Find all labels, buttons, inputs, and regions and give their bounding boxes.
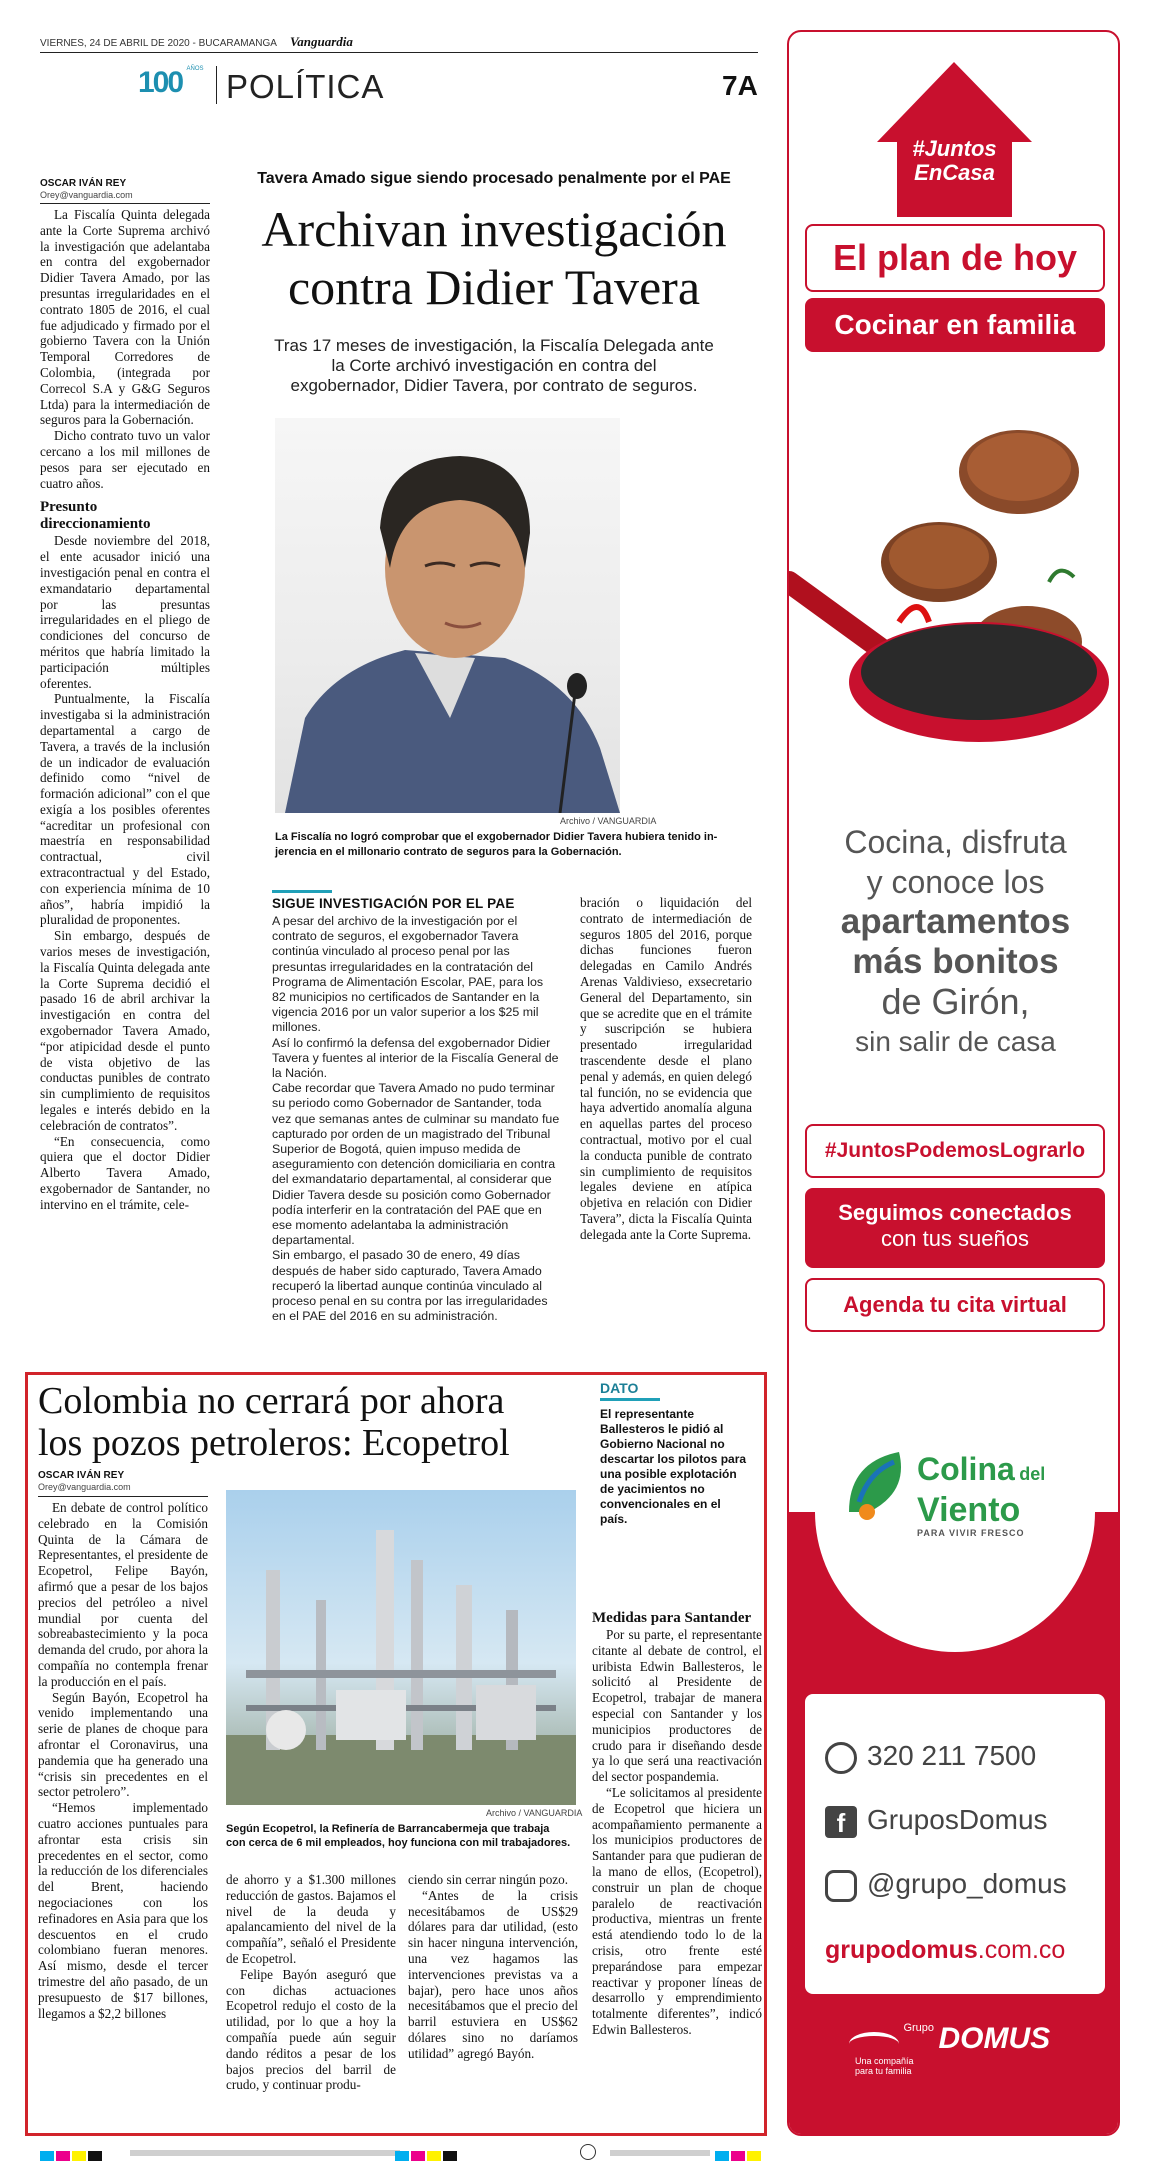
ad-copy-line: Cocina, disfruta (844, 824, 1067, 860)
pan-illustration (789, 382, 1120, 762)
refinery-photo-credit: Archivo / VANGUARDIA (486, 1808, 583, 1818)
header-rule (40, 52, 758, 53)
dato-label: DATO (600, 1380, 639, 1396)
masthead-small: Vanguardia (290, 34, 353, 49)
pae-paragraph: Así lo confirmó la defensa del exgobernador Didier Tavera y fuentes al interior de la Fiscalía General de la Nación. (272, 1035, 559, 1081)
dato-box (600, 1380, 750, 1527)
ecopetrol-col3 (408, 1872, 578, 2130)
ad-copy-line: apartamentos (840, 902, 1071, 941)
agenda-box (805, 1278, 1105, 1332)
refinery-caption: Según Ecopetrol, la Refinería de Barrancabermeja que trabaja con cerca de 6 mil empleados, hoy funciona con mil trabajadores. (226, 1823, 571, 1849)
website-domain: grupodomus (825, 1936, 978, 1964)
logo-tagline-line: para tu familia (855, 2066, 912, 2076)
facebook-icon: f (825, 1806, 857, 1838)
left-paragraph: Desde noviembre del 2018, el ente acusador inició una investigación penal en contra el exmandatario departamental por las presuntas irregularidades en el pliego de condiciones del concurso de méritos que habría limitado la participación múltiples oferentes. (40, 533, 210, 691)
color-bar-right (715, 2148, 763, 2166)
pae-box-accent (272, 890, 332, 893)
caption-line: La Fiscalía no logró comprobar que el exgobernador Didier Tavera hubiera tenido in- (275, 831, 718, 843)
logo-swoosh-icon (849, 2032, 899, 2056)
left-paragraph: Sin embargo, después de varios meses de investigación, la Fiscalía Quinta delegada ante la Corte Suprema decidió el pasado 16 de abril archivar la investigación en contra del exgobernador Tavera Amado, “por atipicidad desde el punto de vista objetivo de las conductas punibles de contrato sin cumplimiento de requisitos legales e interés debido en la celebración de contratos”. (40, 928, 210, 1133)
portrait-photo (275, 418, 620, 813)
pae-paragraph: Cabe recordar que Tavera Amado no pudo terminar su periodo como Gobernador de Santander, toda vez que semanas antes de culminar su mandato fue capturado por orden de un magistrado del Tribunal Superior de Bogotá, quien impuso medida de aseguramiento con detención domiciliaria en contra del exmandatario departamental, al considerar que Didier Tavera desde su posición como Gobernador podía interferir en la contratación del PAE que en ese momento adelantaba la administración departamental. (272, 1081, 560, 1248)
domus-ad (787, 30, 1120, 2136)
left-paragraph: “En consecuencia, como quiera que el doctor Didier Alberto Tavera Amado, exgobernador de Santander, no intervino en el trámite, cele- (40, 1133, 210, 1212)
left-paragraph: Puntualmente, la Fiscalía investigaba si la administración departamental a cargo de Tavera, a través de la inclusión de un indicador de evaluación definido como “nivel de formación adicional” con el que exigía a los posibles oferentes “acreditar un profesional con maestría en responsabilidad contractual, civil extracontractual y del Estado, con experiencia mínima de 10 años”, habría impidió la pluralidad de proponentes. (40, 691, 210, 928)
ad-copy-line: y conoce los (866, 864, 1045, 900)
byline-name: OSCAR IVÁN REY (40, 178, 127, 189)
ad-copy (789, 822, 1120, 1062)
brand-colina: Colina (917, 1451, 1015, 1487)
whatsapp-icon (825, 1742, 857, 1774)
kicker: Tavera Amado sigue siendo procesado penalmente por el PAE (257, 170, 731, 187)
contact-panel (805, 1694, 1105, 1994)
ecopetrol-headline (38, 1380, 598, 1464)
left-paragraph: Dicho contrato tuvo un valor cercano a los mil millones de pesos para ser ejecutado en cuatro años. (40, 428, 210, 491)
brand-tagline: PARA VIVIR FRESCO (917, 1528, 1025, 1538)
byline-email: Orey@vanguardia.com (40, 190, 133, 200)
byline-rule (40, 203, 210, 204)
ecopetrol-byline-email: Orey@vanguardia.com (38, 1482, 131, 1492)
pae-box (272, 890, 560, 1340)
pae-box-body (272, 914, 560, 1324)
left-column (40, 207, 210, 1337)
ecopetrol-paragraph: “Antes de la crisis necesitábamos de US$29 dólares para dar utilidad, (esto sin hacer ninguna intervención, una vez hagamos las intervenciones previstas va a bajar), pero hace unos años necesitábamos que el precio del barril estuviera en US$62 dólares sino no daríamos utilidad” agregó Bayón. (408, 1887, 578, 2061)
deck-line: exgobernador, Didier Tavera, por contrato de seguros. (290, 376, 698, 395)
website-suffix: .com.co (977, 1936, 1066, 1964)
ad-copy-line: más bonitos (852, 942, 1059, 981)
section-title: POLÍTICA (226, 68, 385, 105)
right-column (580, 895, 752, 1335)
cook-text: Cocinar en familia (834, 309, 1076, 340)
pae-box-title: SIGUE INVESTIGACIÓN POR EL PAE (272, 896, 515, 911)
headline-line: los pozos petroleros: Ecopetrol (38, 1422, 510, 1464)
subhead-direccionamiento: Presunto direccionamiento (40, 499, 151, 533)
house-tag-line: EnCasa (914, 160, 995, 185)
instagram-icon (825, 1870, 857, 1902)
print-gray-bar (610, 2150, 710, 2156)
dato-text: El representante Ballesteros le pidió al Gobierno Nacional no descartar los pilotos para una posible explotación de yacimientos no convencionales en el país. (600, 1407, 747, 1526)
ecopetrol-paragraph: Según Bayón, Ecopetrol ha venido implementando una serie de planes de choque para afrontar el Coronavirus, una pandemia que ha generado una “crisis sin precedentes en el sector petrolero”. (38, 1689, 208, 1800)
ad-copy-line: sin salir de casa (855, 1026, 1056, 1057)
ecopetrol-paragraph: En debate de control político celebrado en la Comisión Quinta de la Cámara de Representantes, el presidente de Ecopetrol, Felipe Bayón, afirmó que a pesar de los bajos precios del petróleo a nivel mundial por cuenta del sobreabastecimiento y la poca demanda del crudo, por ahora la compañía no contempla frenar la producción en el país. (38, 1500, 208, 1689)
dateline: VIERNES, 24 DE ABRIL DE 2020 - BUCARAMANGA (40, 38, 277, 49)
website (825, 1936, 1065, 1965)
phone-number: 320 211 7500 (867, 1740, 1037, 1771)
dato-rule (600, 1398, 660, 1401)
instagram-row (825, 1868, 1067, 1902)
hashtag-text: #JuntosPodemosLograrlo (824, 1139, 1086, 1162)
ecopetrol-paragraph: de ahorro y a $1.300 millones reducción de gastos. Bajamos el nivel de la deuda y apalancamiento del nivel de la compañía”, señaló el Presidente de Ecopetrol. (226, 1872, 396, 1966)
domus-logo (849, 2022, 1118, 2076)
deck (240, 336, 748, 396)
color-bar-left (40, 2148, 104, 2166)
ecopetrol-byline-name: OSCAR IVÁN REY (38, 1470, 125, 1481)
anniversary-number: 100 (138, 66, 183, 99)
house-tag-line: #Juntos (912, 136, 997, 161)
logo-domus: DOMUS (938, 2022, 1051, 2055)
refinery-photo (226, 1490, 576, 1805)
ecopetrol-col4 (592, 1610, 762, 2130)
ecopetrol-col1 (38, 1500, 208, 2130)
right-paragraph: bración o liquidación del contrato de intermediación de seguros 1805 del 2016, porque dichas funciones fueron delegadas en Camilo Andrés Arenas Valdivieso, exsecretario General del Departamento, sin que se acredite que en el trámite y suscripción se hubiera presentado irregularidad trascendente desde el plano penal y además, en quien delegó tal función, no se evidencia que haya advertido anomalía alguna en aquellas partes del proceso contractual, motivo por el cual la conducta punible de contrato sin cumplimiento de requisitos legales deviene en atípica objetiva en relación con Didier Tavera”, dicta la Fiscalía Quinta delegada ante la Corte Suprema. (580, 895, 752, 1242)
ecopetrol-col2 (226, 1872, 396, 2130)
connected-line: con tus sueños (881, 1226, 1029, 1251)
color-bar-center (395, 2148, 459, 2166)
facebook-handle: GruposDomus (867, 1804, 1048, 1835)
connected-banner (805, 1188, 1105, 1268)
section-divider (216, 66, 217, 104)
ecopetrol-paragraph: Felipe Bayón aseguró que con dichas actuaciones Ecopetrol redujo el costo de la utilidad, por lo que a hoy la compañía puede aún seguir dando réditos a pesar de los bajos precios del barril de crudo, y continuar produ- (226, 1966, 396, 2093)
brand-line (917, 1452, 1045, 1493)
logo-grupo: Grupo (903, 2022, 935, 2034)
registration-mark-icon (580, 2144, 596, 2160)
ecopetrol-paragraph: “Hemos implementado cuatro acciones puntuales para afrontar esta crisis sin precedentes en el sector, como la reducción de los diferenciales del Brent, haciendo negociaciones con los refinadores en Asia para que los descuentos en el crudo colombiano fueran menores. Así mismo, desde el tercer trimestre del año pasado, de un presupuesto de $17 billones, llegamos a $2,2 billones (38, 1800, 208, 2021)
left-paragraph: La Fiscalía Quinta delegada ante la Corte Suprema archivó la investigación que adelantaba en contra del exgobernador Didier Tavera Amado, por las presuntas irregularidades en el contrato 1805 de 2016, el cual fue adjudicado y firmado por el gobierno Tavera con la Unión Temporal Corredores de Colombia, (integrada por Correcol S.A y G&G Seguros Ltda) para la intermediación de seguros para la Gobernación. (40, 207, 210, 428)
logo-tagline-line: Una compañía (855, 2056, 914, 2066)
deck-line: Tras 17 meses de investigación, la Fiscalía Delegada ante (274, 336, 714, 355)
logo-tagline (855, 2056, 914, 2076)
ecopetrol-paragraph: “Le solicitamos al presidente de Ecopetrol que hiciera un acompañamiento permanente a los municipios productores de Santander para que pudieran de la mano de ellos, (Ecopetrol), construir un plan de choque paralelo de reactivación productiva, mientras un frente está atendiendo todo lo de la crisis, otro frente esté preparándose para empezar reactivar y proponer líneas de desarrollo y emprendimiento totalmente diferentes”, indicó Edwin Ballesteros. (592, 1784, 762, 2037)
deck-line: la Corte archivó investigación en contra del (331, 356, 657, 375)
caption-line: jerencia en el millonario contrato de seguros para la Gobernación. (275, 846, 622, 858)
headline-line: contra Didier Tavera (287, 259, 701, 315)
brand-viento: Viento (917, 1491, 1021, 1529)
anniversary-sub: AÑOS (186, 66, 204, 72)
ecopetrol-paragraph: Por su parte, el representante citante al debate de control, el uribista Edwin Ballesteros, le solicitó al Presidente de Ecopetrol, trabajar de manera especial con Santander y los municipios productores de crudo para ir diseñando desde ya lo que será una reactivación del sector pospandemia. (592, 1627, 762, 1785)
agenda-text: Agenda tu cita virtual (843, 1292, 1067, 1317)
print-gray-bar (130, 2150, 400, 2156)
plan-text: El plan de hoy (832, 237, 1078, 278)
anniversary-logo (138, 66, 204, 100)
house-tag (867, 137, 1042, 185)
headline-line: Colombia no cerrará por ahora (38, 1380, 505, 1422)
facebook-row (825, 1804, 1048, 1838)
photo-caption (275, 830, 745, 860)
refinery-illustration (226, 1490, 576, 1805)
hashtag-box (805, 1124, 1105, 1178)
instagram-handle: @grupo_domus (867, 1868, 1067, 1899)
portrait-illustration (275, 418, 620, 813)
photo-credit: Archivo / VANGUARDIA (560, 816, 657, 826)
subhead-santander: Medidas para Santander (592, 1610, 752, 1626)
ecopetrol-byline-rule (38, 1496, 208, 1497)
ad-copy-line: de Girón, (881, 981, 1030, 1022)
headline (225, 200, 763, 316)
leaf-icon (839, 1442, 919, 1522)
plan-box (805, 224, 1105, 292)
cook-banner (805, 298, 1105, 352)
brand-name (917, 1452, 1045, 1539)
brand-del: del (1019, 1464, 1046, 1484)
connected-line: Seguimos conectados (838, 1200, 1072, 1225)
phone-row (825, 1740, 1036, 1774)
headline-line: Archivan investigación (261, 201, 727, 257)
page-number: 7A (722, 70, 758, 101)
ecopetrol-paragraph: ciendo sin cerrar ningún pozo. (408, 1872, 569, 1887)
pae-paragraph: A pesar del archivo de la investigación por el contrato de seguros, el exgobernador Tavera continúa vinculado al proceso penal por las presuntas irregularidades en la contratación del Programa de Alimentación Escolar, PAE, para los 82 municipios no certificados de Santander en la vigencia 2016 por un valor superior a los $25 mil millones. (272, 914, 544, 1035)
pae-paragraph: Sin embargo, el pasado 30 de enero, 49 días después de haber sido capturado, Tavera Amado recuperó la libertad aunque continúa vinculado al proceso penal en su contra por las irregularidades en el PAE del 2016 en su administración. (272, 1248, 548, 1324)
